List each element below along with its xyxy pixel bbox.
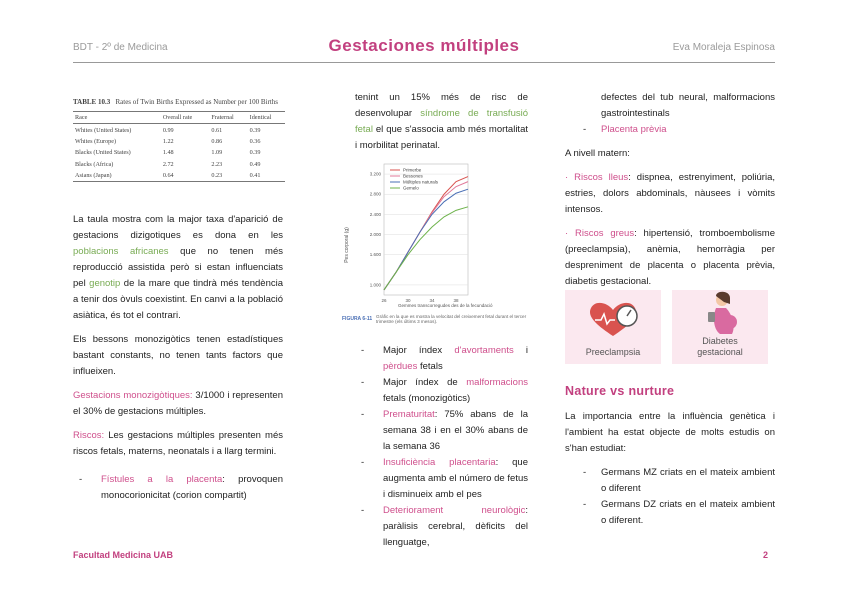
text: Major índex bbox=[383, 345, 455, 356]
pregnant-woman-icon bbox=[672, 290, 768, 336]
page-title: Gestaciones múltiples bbox=[328, 36, 520, 55]
label-riscos-greus: · Riscos greus bbox=[565, 228, 635, 239]
text: defectes del tub neural, malformacions gastrointestinals bbox=[601, 92, 775, 119]
highlight-poblacions-africanes: poblacions africanes bbox=[73, 246, 169, 257]
table-row bbox=[73, 147, 285, 158]
table-cell: 0.64 bbox=[162, 172, 174, 180]
page-number: 2 bbox=[762, 550, 768, 560]
table-caption-label: TABLE 10.3 bbox=[73, 98, 111, 106]
chart-legend-label: Bessones bbox=[403, 173, 423, 179]
text: tenint un 15% més de risc de desenvolupar bbox=[355, 92, 528, 119]
text: Les gestacions múltiples presenten més riscos fetals, materns, neonatals i a llarg termini. bbox=[73, 430, 283, 457]
text: i bbox=[513, 345, 528, 356]
nature-list bbox=[565, 465, 775, 529]
diabetes-card bbox=[672, 290, 768, 364]
column-3-nature bbox=[565, 375, 775, 529]
table-cell: 0.61 bbox=[211, 126, 223, 134]
chart-legend bbox=[390, 168, 439, 191]
table-cell: 0.41 bbox=[249, 172, 261, 180]
dash-bullet: - bbox=[583, 499, 587, 510]
table-cell: 1.22 bbox=[162, 137, 174, 145]
chart-xtick-label: 30 bbox=[405, 298, 411, 303]
paragraph-transfusion bbox=[355, 90, 528, 154]
chart-xtick-label: 34 bbox=[429, 298, 435, 303]
diabetes-label bbox=[672, 336, 768, 358]
twin-rates-table bbox=[73, 98, 285, 182]
table-row bbox=[73, 136, 285, 147]
chart-caption-label: FIGURA 6-11 bbox=[342, 316, 373, 322]
highlight-term: Deteriorament neurològic bbox=[383, 505, 526, 516]
table-row bbox=[73, 170, 285, 182]
chart-legend-label: Primerbe bbox=[403, 167, 422, 173]
header-course: BDT - 2º de Medicina bbox=[73, 42, 168, 53]
chart-ytick-label: 2.800 bbox=[369, 191, 381, 197]
risk-list-col3 bbox=[565, 90, 775, 138]
table-row bbox=[73, 159, 285, 170]
table-cell: 2.23 bbox=[211, 160, 223, 168]
chart-ytick-label: 1.600 bbox=[369, 252, 381, 258]
heart-pressure-icon bbox=[565, 290, 661, 350]
header-divider bbox=[73, 62, 775, 63]
list-item bbox=[355, 375, 528, 407]
chart-ylabel: Pes corporal (g) bbox=[344, 227, 350, 263]
paragraph-matern: A nivell matern: bbox=[565, 148, 630, 159]
highlight-term: malformacions bbox=[466, 377, 528, 388]
label-riscos: Riscos: bbox=[73, 430, 105, 441]
text: Major índex de bbox=[383, 377, 467, 388]
diabetes-label-line1: Diabetes bbox=[702, 336, 738, 346]
highlight-sindrome-transfusio: síndrome de transfusió fetal bbox=[355, 108, 528, 135]
paragraph-monozygotic-rate bbox=[73, 388, 283, 420]
chart-ytick-label: 2.400 bbox=[369, 211, 381, 217]
table-cell: Whites (Europe) bbox=[75, 137, 117, 145]
text: : hipertensió, tromboembolisme (preeclampsia), anèmia, hemorràgia per despreniment de placenta o placenta prèvia, diabetis gestacional. bbox=[565, 228, 775, 287]
text: : dispnea, estrenyiment, poliúria, estries, dolors abdominals, nàusees i vòmits intensos. bbox=[565, 172, 775, 215]
dash-bullet: - bbox=[361, 409, 365, 420]
table-cell: 0.86 bbox=[211, 137, 223, 145]
section-title-nature-nurture: Nature vs nurture bbox=[565, 384, 675, 398]
table-cell: 0.39 bbox=[249, 149, 261, 157]
text: La taula mostra com la major taxa d'aparició de gestacions dizigotiques es dona en les bbox=[73, 214, 283, 241]
dash-bullet: - bbox=[361, 345, 365, 356]
text: : que augmenta amb el número de fetus i disminueix amb el pes bbox=[383, 457, 528, 500]
paragraph-riscos-greus bbox=[565, 226, 775, 290]
list-item bbox=[565, 465, 775, 497]
list-item bbox=[565, 497, 775, 529]
chart-caption-text: Gràfic en la que es mostra la velocitat del creixement fetal durant el tercer trimestre (els últims 3 mesos). bbox=[376, 314, 527, 325]
chart-caption bbox=[376, 314, 538, 330]
chart-xtick-label: 26 bbox=[381, 298, 387, 303]
chart-series-line bbox=[384, 179, 468, 290]
paragraph-twin-rates bbox=[73, 212, 283, 324]
table-row bbox=[73, 124, 285, 136]
footer-institution: Facultad Medicina UAB bbox=[73, 550, 174, 560]
chart-series-line bbox=[384, 207, 468, 290]
risk-list-col1 bbox=[73, 472, 283, 504]
table-cell: 0.36 bbox=[249, 137, 261, 145]
chart-ytick-label: 1.000 bbox=[369, 282, 381, 288]
chart-ytick-label: 2.000 bbox=[369, 232, 381, 238]
highlight-placenta-previa: Placenta prèvia bbox=[601, 124, 667, 135]
table-cell: 0.23 bbox=[211, 172, 223, 180]
highlight-term: d'avortaments bbox=[454, 345, 514, 356]
chart-series-line bbox=[384, 189, 468, 290]
preeclampsia-card bbox=[565, 290, 661, 364]
table-cell: 0.39 bbox=[249, 126, 261, 134]
dash-bullet: - bbox=[79, 474, 83, 485]
list-item bbox=[565, 90, 775, 122]
table-header-cell: Race bbox=[75, 114, 88, 122]
highlight-genotip: genotip bbox=[89, 278, 121, 289]
diabetes-label-line2: gestacional bbox=[697, 347, 743, 357]
fetal-growth-chart bbox=[340, 150, 540, 330]
table-cell: Asians (Japan) bbox=[75, 172, 112, 180]
dash-bullet: - bbox=[361, 505, 365, 516]
list-item bbox=[73, 472, 283, 504]
header-author: Eva Moraleja Espinosa bbox=[672, 42, 775, 53]
column-1 bbox=[73, 212, 283, 504]
risk-list-col2 bbox=[355, 343, 528, 551]
column-2-list bbox=[355, 343, 528, 551]
label-riscos-lleus: · Riscos lleus bbox=[565, 172, 629, 183]
chart-legend-label: Gemelo bbox=[403, 185, 419, 191]
chart-lines bbox=[384, 177, 468, 290]
chart-xlabel: Gemmes transcorregudes des de la fecundació bbox=[398, 303, 493, 308]
text: fetals bbox=[417, 361, 443, 372]
table-header-cell: Identical bbox=[249, 114, 272, 122]
chart-ytick-label: 3.200 bbox=[369, 171, 381, 177]
dash-bullet: - bbox=[361, 457, 365, 468]
text: : paràlisis cerebral, dèficits del llenguatge, bbox=[383, 505, 528, 548]
label-gestacions-monozigotiques: Gestacions monozigòtiques: bbox=[73, 390, 193, 401]
table-cell: Blacks (United States) bbox=[75, 149, 131, 157]
table-caption bbox=[73, 98, 285, 106]
paragraph-nature: La importancia entre la influència genètica i l'ambient ha estat objecte de molts estudis on s'han estudiat: bbox=[565, 411, 775, 454]
highlight-fistules: Fístules a la placenta bbox=[101, 474, 223, 485]
text: el que s'associa amb més mortalitat i morbilitat perinatal. bbox=[355, 124, 528, 151]
table-header-cell: Overall rate bbox=[162, 114, 193, 122]
table-body bbox=[73, 124, 285, 182]
paragraph-riscos-lleus bbox=[565, 170, 775, 218]
table-cell: 2.72 bbox=[162, 160, 174, 168]
table-cell: 0.49 bbox=[249, 160, 261, 168]
list-item bbox=[355, 407, 528, 455]
dash-bullet: - bbox=[361, 377, 365, 388]
chart-xtick-label: 38 bbox=[453, 298, 459, 303]
table-cell: 0.99 bbox=[162, 126, 174, 134]
text: fetals (monozigòtics) bbox=[383, 393, 471, 404]
list-item bbox=[565, 122, 775, 138]
text: Germans MZ criats en el mateix ambient o diferent bbox=[601, 467, 775, 494]
highlight-term: Prematuritat bbox=[383, 409, 435, 420]
text: : 75% abans de la semana 38 i en el 30% abans de la semana 36 bbox=[383, 409, 528, 452]
list-item bbox=[355, 503, 528, 551]
chart-legend-label: Múltiples naturals bbox=[403, 179, 439, 185]
list-item bbox=[355, 343, 528, 375]
table-cell: 1.09 bbox=[211, 149, 223, 157]
table-cell: Blacks (Africa) bbox=[75, 160, 114, 168]
highlight-term: Insuficiència placentaria bbox=[383, 457, 496, 468]
table-cell: Whites (United States) bbox=[75, 126, 132, 134]
highlight-term: pèrdues bbox=[383, 361, 418, 372]
text: que no tenen més reproducció assistida però si estan influenciats pel bbox=[73, 246, 283, 289]
text: 3/1000 i representen el 30% de gestacions múltiples. bbox=[73, 390, 283, 417]
preeclampsia-label: Preeclampsia bbox=[585, 347, 641, 357]
column-3 bbox=[565, 90, 775, 298]
dash-bullet: - bbox=[583, 124, 587, 135]
table-cell: 1.48 bbox=[162, 149, 174, 157]
table-header-cell: Fraternal bbox=[211, 114, 234, 122]
list-item bbox=[355, 455, 528, 503]
table-header-row bbox=[73, 112, 285, 124]
dash-bullet: - bbox=[583, 467, 587, 478]
text: de la mare que tindrà més tendència a tenir dos òvuls coexistint. En canvi a la població asiàtica, és tot el contrari. bbox=[73, 278, 283, 321]
text: Germans DZ criats en el mateix ambient o diferent. bbox=[601, 499, 775, 526]
paragraph-risks bbox=[73, 428, 283, 460]
paragraph-monozygotic: Els bessons monozigòtics tenen estadístiques bastant constants, no tenen tants factors que influeixen. bbox=[73, 334, 283, 377]
table-caption-text: Rates of Twin Births Expressed as Number per 100 Births bbox=[115, 98, 278, 106]
text: : provoquen monocorionicitat (corion compartit) bbox=[101, 474, 283, 501]
